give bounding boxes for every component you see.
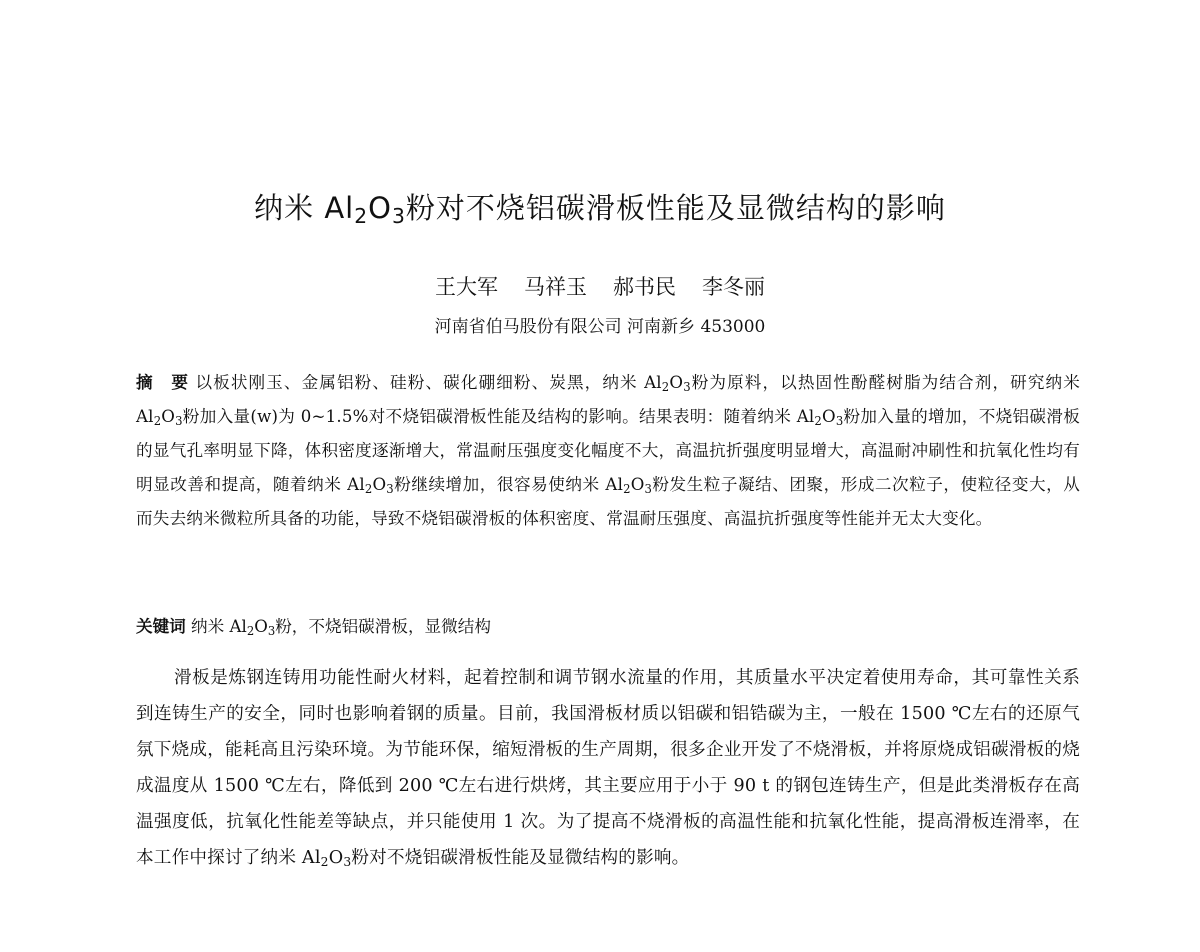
subscript: 2 — [364, 481, 373, 496]
title-text: 粉对不烧铝碳滑板性能及显微结构的影响 — [405, 191, 946, 225]
keywords-label: 关键词 — [136, 617, 186, 636]
title-subscript: 2 — [354, 204, 369, 229]
subscript: 2 — [661, 379, 670, 394]
abstract-text: O — [669, 373, 684, 392]
abstract — [136, 366, 1080, 536]
abstract-text: O — [822, 407, 836, 426]
affiliation: 河南省伯马股份有限公司 河南新乡 453000 — [434, 317, 766, 337]
subscript: 3 — [644, 481, 653, 496]
abstract-text: 粉为原料，以热固性酚醛树脂为结合剂，研究纳米 Al — [136, 373, 1080, 426]
body-paragraph — [136, 660, 1080, 876]
body-text: O — [328, 848, 344, 868]
title-text: 纳米 Al — [254, 191, 355, 225]
subscript: 3 — [386, 481, 394, 496]
subscript: 2 — [246, 623, 255, 638]
title-subscript: 3 — [391, 204, 406, 229]
keywords-text: 粉，不烧铝碳滑板，显微结构 — [275, 617, 491, 636]
body-text: 粉对不烧铝碳滑板性能及显微结构的影响。 — [351, 848, 690, 868]
subscript: 2 — [153, 413, 162, 428]
abstract-text: O — [630, 475, 645, 494]
abstract-text: 粉加入量的增加，不烧铝碳滑板的显气孔率明显下降，体积密度逐渐增大，常温耐压强度变化幅度不大，高温抗折强度明显增大，高温耐冲刷性和抗氧化性均有明显改善和提高，随着纳米 Al — [136, 407, 1080, 494]
subscript: 3 — [343, 855, 352, 870]
abstract-text: 粉发生粒子凝结、团聚，形成二次粒子，使粒径变大，从而失去纳米微粒所具备的功能，导致不烧铝碳滑板的体积密度、常温耐压强度、高温抗折强度等性能并无太大变化。 — [136, 475, 1080, 528]
author: 李冬丽 — [702, 275, 765, 299]
author: 郝书民 — [613, 275, 676, 299]
author: 马祥玉 — [524, 275, 587, 299]
keywords-text: 纳米 Al — [185, 617, 247, 636]
abstract-text: 粉加入量(w)为 0~1.5%对不烧铝碳滑板性能及结构的影响。结果表明：随着纳米 Al — [182, 407, 815, 426]
author-list — [0, 270, 1200, 304]
abstract-text: 以板状刚玉、金属铝粉、硅粉、碳化硼细粉、炭黑，纳米 Al — [189, 373, 662, 392]
subscript: 2 — [623, 481, 631, 496]
subscript: 3 — [175, 413, 183, 428]
subscript: 3 — [683, 379, 691, 394]
keywords-text: O — [254, 617, 268, 636]
subscript: 2 — [320, 855, 329, 870]
subscript: 3 — [267, 623, 276, 638]
abstract-text: 粉继续增加，很容易使纳米 Al — [393, 475, 624, 494]
subscript: 2 — [814, 413, 822, 428]
keywords — [136, 612, 1080, 642]
subscript: 3 — [835, 413, 844, 428]
abstract-text: O — [161, 407, 176, 426]
title-text: O — [368, 191, 392, 225]
body-text: 滑板是炼钢连铸用功能性耐火材料，起着控制和调节钢水流量的作用，其质量水平决定着使用寿命，其可靠性关系到连铸生产的安全，同时也影响着钢的质量。目前，我国滑板材质以铝碳和铝锆碳为主，一般在 1500 ℃左右的还原气氛下烧成，能耗高且污染环境。为节能环保，缩短滑板的生产周期，很多企业开发了不烧滑板，并将原烧成铝碳滑板的烧成温度从 1500 ℃左右，降低到 200 ℃左右进行烘烤，其主要应用于小于 90 t 的钢包连铸生产，但是此类滑板存在高温强度低，抗氧化性能差等缺点，并只能使用 1 次。为了提高不烧滑板的高温性能和抗氧化性能，提高滑板连滑率，在本工作中探讨了纳米 Al — [136, 668, 1080, 868]
abstract-text: O — [372, 475, 387, 494]
paper-title — [0, 186, 1200, 230]
abstract-label: 摘 要 — [136, 373, 190, 392]
author: 王大军 — [435, 275, 498, 299]
